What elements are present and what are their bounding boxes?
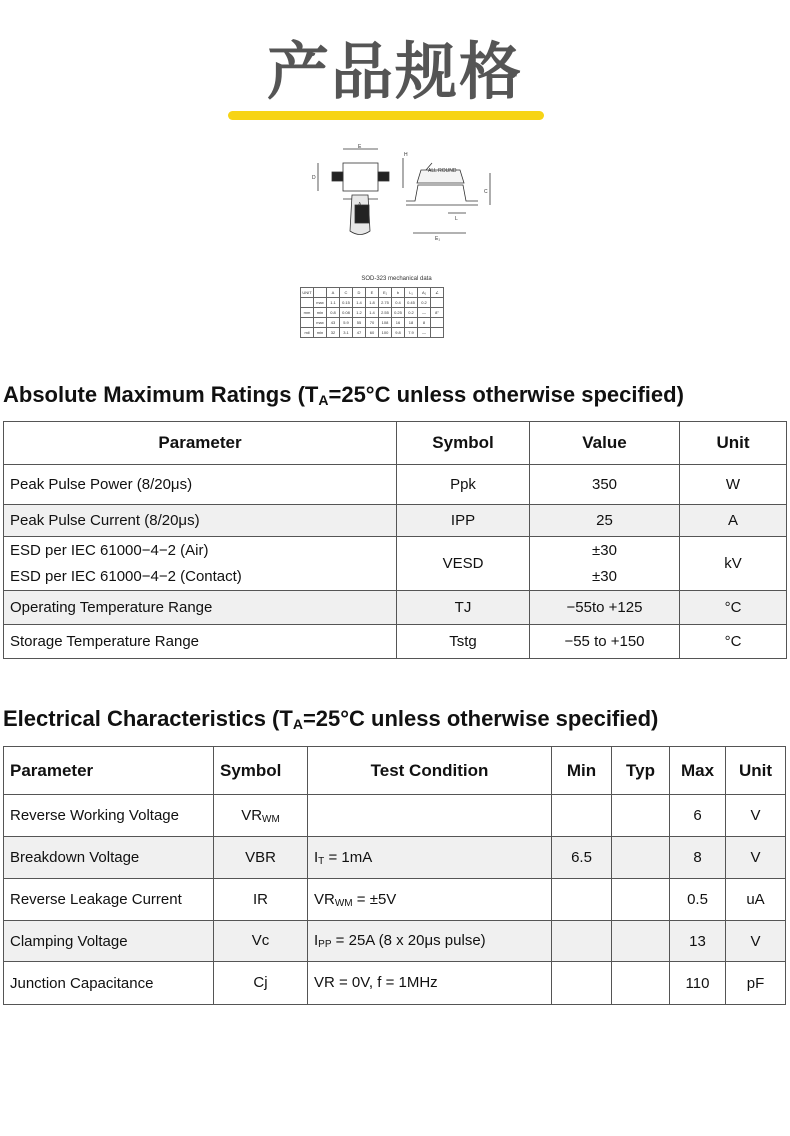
ec-typ <box>612 879 670 921</box>
ec-unit: V <box>726 921 786 962</box>
amr-unit: A <box>680 505 787 537</box>
ec-max: 6 <box>670 795 726 837</box>
dim-cell: 0.25 <box>392 308 405 318</box>
dim-cell: 8 <box>418 318 431 328</box>
amr-value-esd-air: ±30 <box>592 541 617 559</box>
ec-symbol: VBR <box>214 837 308 879</box>
ec-symbol: VRWM <box>214 795 308 837</box>
dim-cell: mil <box>301 328 314 338</box>
dim-cell: 7.9 <box>405 328 418 338</box>
dim-cell: 3.1 <box>340 328 353 338</box>
ec-min: 6.5 <box>552 837 612 879</box>
dim-header-cell: C <box>340 288 353 298</box>
dim-cell: min <box>314 308 327 318</box>
ec-test: IT = 1mA <box>308 837 552 879</box>
dim-header-cell <box>314 288 327 298</box>
dim-cell: 1.8 <box>366 298 379 308</box>
dim-header-cell: E <box>366 288 379 298</box>
dim-label-c: C <box>484 189 488 195</box>
ec-typ <box>612 837 670 879</box>
ec-param: Breakdown Voltage <box>4 837 214 879</box>
dim-cell: 108 <box>379 318 392 328</box>
ec-max: 0.5 <box>670 879 726 921</box>
dim-cell <box>301 298 314 308</box>
dim-cell: 70 <box>366 318 379 328</box>
dim-cell: 1.4 <box>366 308 379 318</box>
ec-test: VR = 0V, f = 1MHz <box>308 962 552 1005</box>
ec-unit: V <box>726 837 786 879</box>
dim-label-l: L <box>455 216 458 222</box>
ec-typ <box>612 795 670 837</box>
dim-cell: min <box>314 328 327 338</box>
dim-cell: 2.55 <box>379 308 392 318</box>
amr-param-esd <box>4 537 397 591</box>
amr-param: Storage Temperature Range <box>4 625 397 659</box>
amr-unit: °C <box>680 591 787 625</box>
dim-header-cell: UNIT <box>301 288 314 298</box>
ec-symbol: IR <box>214 879 308 921</box>
dim-cell: 1.4 <box>353 298 366 308</box>
ec-param: Clamping Voltage <box>4 921 214 962</box>
package-drawing <box>300 143 500 248</box>
ec-symbol: Vc <box>214 921 308 962</box>
amr-header-parameter: Parameter <box>4 422 397 465</box>
title-underline <box>228 111 544 120</box>
ec-min <box>552 921 612 962</box>
ec-min <box>552 795 612 837</box>
amr-symbol: IPP <box>397 505 530 537</box>
dim-cell: 0.08 <box>340 308 353 318</box>
ec-header-parameter: Parameter <box>4 747 214 795</box>
dim-cell: mm <box>301 308 314 318</box>
ec-max: 110 <box>670 962 726 1005</box>
dim-header-cell: b <box>392 288 405 298</box>
dim-header-cell: E₁ <box>379 288 392 298</box>
dim-cell: 18 <box>405 318 418 328</box>
amr-symbol: TJ <box>397 591 530 625</box>
amr-unit: W <box>680 465 787 505</box>
amr-table <box>3 421 787 659</box>
amr-symbol: Tstg <box>397 625 530 659</box>
ec-unit: uA <box>726 879 786 921</box>
dim-cell: 5.9 <box>340 318 353 328</box>
ec-max: 13 <box>670 921 726 962</box>
dim-cell: 9.8 <box>392 328 405 338</box>
ec-typ <box>612 962 670 1005</box>
ec-header-max: Max <box>670 747 726 795</box>
dim-label-a: A <box>358 202 362 208</box>
dim-header-cell: L₁ <box>405 288 418 298</box>
dim-cell: 60 <box>366 328 379 338</box>
amr-param: Peak Pulse Power (8/20μs) <box>4 465 397 505</box>
dim-cell: 2.75 <box>379 298 392 308</box>
amr-symbol: Ppk <box>397 465 530 505</box>
dim-cell: 43 <box>327 318 340 328</box>
ec-param: Junction Capacitance <box>4 962 214 1005</box>
dim-label-h: H <box>404 152 408 158</box>
dim-cell: 0.2 <box>405 308 418 318</box>
ec-header-typ: Typ <box>612 747 670 795</box>
ec-unit: pF <box>726 962 786 1005</box>
ec-header-min: Min <box>552 747 612 795</box>
amr-value: −55to +125 <box>530 591 680 625</box>
ec-unit: V <box>726 795 786 837</box>
ec-min <box>552 962 612 1005</box>
ec-min <box>552 879 612 921</box>
amr-value-esd-contact: ±30 <box>592 567 617 585</box>
dim-cell: 55 <box>353 318 366 328</box>
amr-value: −55 to +150 <box>530 625 680 659</box>
amr-param-esd-air: ESD per IEC 61000−4−2 (Air) <box>10 541 209 559</box>
amr-param: Peak Pulse Current (8/20μs) <box>4 505 397 537</box>
dim-label-e: E <box>358 144 362 150</box>
amr-header-unit: Unit <box>680 422 787 465</box>
dim-cell <box>431 328 444 338</box>
amr-header-value: Value <box>530 422 680 465</box>
dim-cell: — <box>418 308 431 318</box>
dim-label-d: D <box>312 175 316 181</box>
dim-cell: 100 <box>379 328 392 338</box>
dim-header-cell: ∠ <box>431 288 444 298</box>
ec-test: VRWM = ±5V <box>308 879 552 921</box>
dim-cell: 32 <box>327 328 340 338</box>
amr-value: 25 <box>530 505 680 537</box>
dim-cell: 1.1 <box>327 298 340 308</box>
dim-cell: max <box>314 298 327 308</box>
dim-cell <box>301 318 314 328</box>
page-title: 产品规格 <box>266 35 523 108</box>
dim-cell: 0.8 <box>327 308 340 318</box>
dim-cell: 16 <box>392 318 405 328</box>
amr-param: Operating Temperature Range <box>4 591 397 625</box>
dim-label-e1: E₁ <box>435 236 441 242</box>
amr-value: 350 <box>530 465 680 505</box>
ec-title: Electrical Characteristics ($T_A=25^\circ C$ unless otherwise specified) <box>3 706 659 732</box>
ec-symbol: Cj <box>214 962 308 1005</box>
dim-cell: 0.45 <box>405 298 418 308</box>
dimension-table <box>300 287 444 338</box>
ec-header-unit: Unit <box>726 747 786 795</box>
dim-header-cell: A₁ <box>418 288 431 298</box>
ec-max: 8 <box>670 837 726 879</box>
ec-header-test: Test Condition <box>308 747 552 795</box>
dim-cell: 0.2 <box>418 298 431 308</box>
ec-typ <box>612 921 670 962</box>
amr-value-esd <box>530 537 680 591</box>
dim-cell: 0.15 <box>340 298 353 308</box>
dim-cell: 1.2 <box>353 308 366 318</box>
all-round-label: ALL ROUND <box>428 168 457 174</box>
dim-cell: 0.4 <box>392 298 405 308</box>
ec-table <box>3 746 786 1005</box>
dim-cell <box>431 318 444 328</box>
dim-header-cell: A <box>327 288 340 298</box>
dim-cell <box>431 298 444 308</box>
dimension-caption: SOD-323 mechanical data <box>361 276 432 282</box>
amr-unit: °C <box>680 625 787 659</box>
ec-test: IPP = 25A (8 x 20μs pulse) <box>308 921 552 962</box>
amr-symbol: VESD <box>397 537 530 591</box>
dim-header-cell: D <box>353 288 366 298</box>
amr-unit: kV <box>680 537 787 591</box>
ec-param: Reverse Leakage Current <box>4 879 214 921</box>
ec-header-symbol: Symbol <box>214 747 308 795</box>
dim-cell: 8° <box>431 308 444 318</box>
ec-test <box>308 795 552 837</box>
amr-param-esd-contact: ESD per IEC 61000−4−2 (Contact) <box>10 567 242 585</box>
dim-cell: — <box>418 328 431 338</box>
amr-header-symbol: Symbol <box>397 422 530 465</box>
dim-cell: 47 <box>353 328 366 338</box>
dim-cell: max <box>314 318 327 328</box>
ec-param: Reverse Working Voltage <box>4 795 214 837</box>
amr-title: Absolute Maximum Ratings ($T_A=25^\circ C$ unless otherwise specified) <box>3 382 684 408</box>
